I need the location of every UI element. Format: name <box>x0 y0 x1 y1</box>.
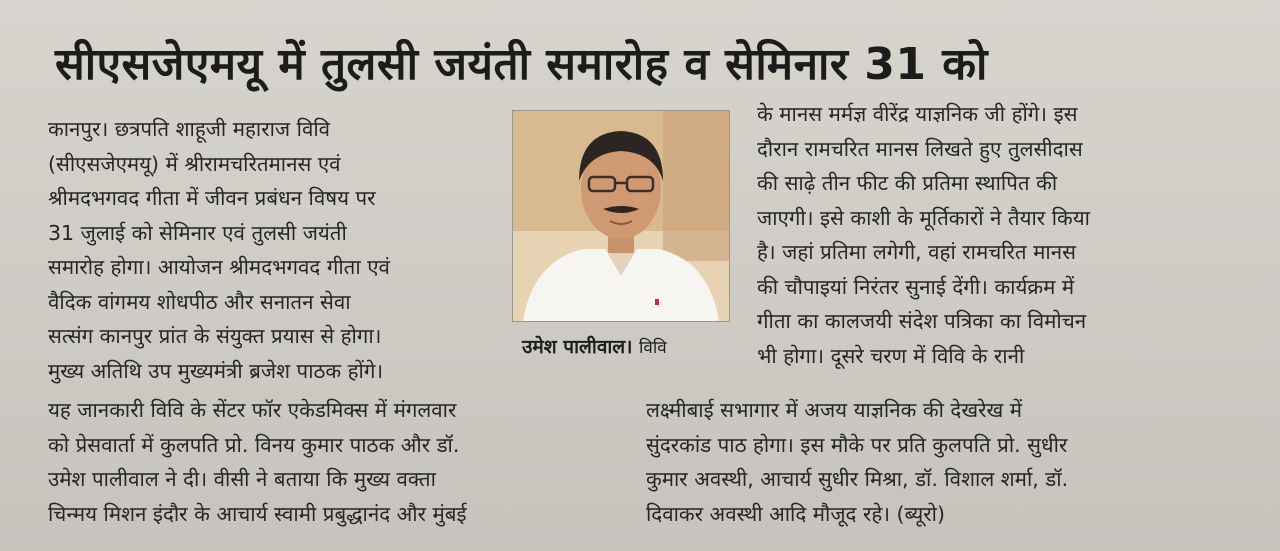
article-column-bottom-left <box>48 393 638 531</box>
caption-credit: विवि <box>639 338 667 358</box>
text-line: (सीएसजेएमयू) में श्रीरामचरितमानस एवं <box>48 151 341 176</box>
text-line: समारोह होगा। आयोजन श्रीमदभगवद गीता एवं <box>48 255 390 279</box>
text-line: उमेश पालीवाल ने दी। वीसी ने बताया कि मुख्य वक्ता <box>48 467 436 491</box>
text-line: श्रीमदभगवद गीता में जीवन प्रबंधन विषय पर <box>48 186 376 210</box>
article-column-bottom-right <box>646 393 1216 531</box>
text-line: सत्संग कानपुर प्रांत के संयुक्त प्रयास से होगा। <box>48 324 382 348</box>
text-line: 31 जुलाई को सेमिनार एवं तुलसी जयंती <box>48 220 347 245</box>
text-line: की चौपाइयां निरंतर सुनाई देंगी। कार्यक्रम में <box>757 274 1075 299</box>
portrait-image <box>513 111 729 321</box>
text-line: यह जानकारी विवि के सेंटर फॉर एकेडमिक्स में मंगलवार <box>48 398 457 422</box>
article-column-left <box>48 112 503 388</box>
text-line: है। जहां प्रतिमा लगेगी, वहां रामचरित मानस <box>757 240 1076 264</box>
text-line: लक्ष्मीबाई सभागार में अजय याज्ञनिक की देखरेख में <box>646 398 1023 422</box>
text-line: गीता का कालजयी संदेश पत्रिका का विमोचन <box>757 309 1087 333</box>
text-line: कानपुर। छत्रपति शाहूजी महाराज विवि <box>48 117 331 141</box>
text-line: कुमार अवस्थी, आचार्य सुधीर मिश्रा, डॉ. विशाल शर्मा, डॉ. <box>646 467 1069 491</box>
text-line: दिवाकर अवस्थी आदि मौजूद रहे। (ब्यूरो) <box>646 501 945 526</box>
text-line: की साढ़े तीन फीट की प्रतिमा स्थापित की <box>757 171 1058 195</box>
photo-caption <box>522 330 732 364</box>
article-column-right <box>757 97 1197 373</box>
text-line: वैदिक वांगमय शोधपीठ और सनातन सेवा <box>48 289 351 314</box>
text-line: चिन्मय मिशन इंदौर के आचार्य स्वामी प्रबुद्धानंद और मुंबई <box>48 501 467 526</box>
headline: सीएसजेएमयू में तुलसी जयंती समारोह व सेमिनार 31 को <box>55 39 988 90</box>
text-line: मुख्य अतिथि उप मुख्यमंत्री ब्रजेश पाठक होंगे। <box>48 358 384 383</box>
text-line: के मानस मर्मज्ञ वीरेंद्र याज्ञनिक जी होंगे। इस <box>757 102 1078 126</box>
text-line: जाएगी। इसे काशी के मूर्तिकारों ने तैयार किया <box>757 205 1090 230</box>
text-line: सुंदरकांड पाठ होगा। इस मौके पर प्रति कुलपति प्रो. सुधीर <box>646 432 1068 457</box>
caption-name: उमेश पालीवाल। <box>522 336 633 358</box>
text-line: दौरान रामचरित मानस लिखते हुए तुलसीदास <box>757 136 1083 161</box>
text-line: भी होगा। दूसरे चरण में विवि के रानी <box>757 343 1025 368</box>
text-line: को प्रेसवार्ता में कुलपति प्रो. विनय कुमार पाठक और डॉ. <box>48 432 460 457</box>
portrait-photo <box>512 110 730 322</box>
